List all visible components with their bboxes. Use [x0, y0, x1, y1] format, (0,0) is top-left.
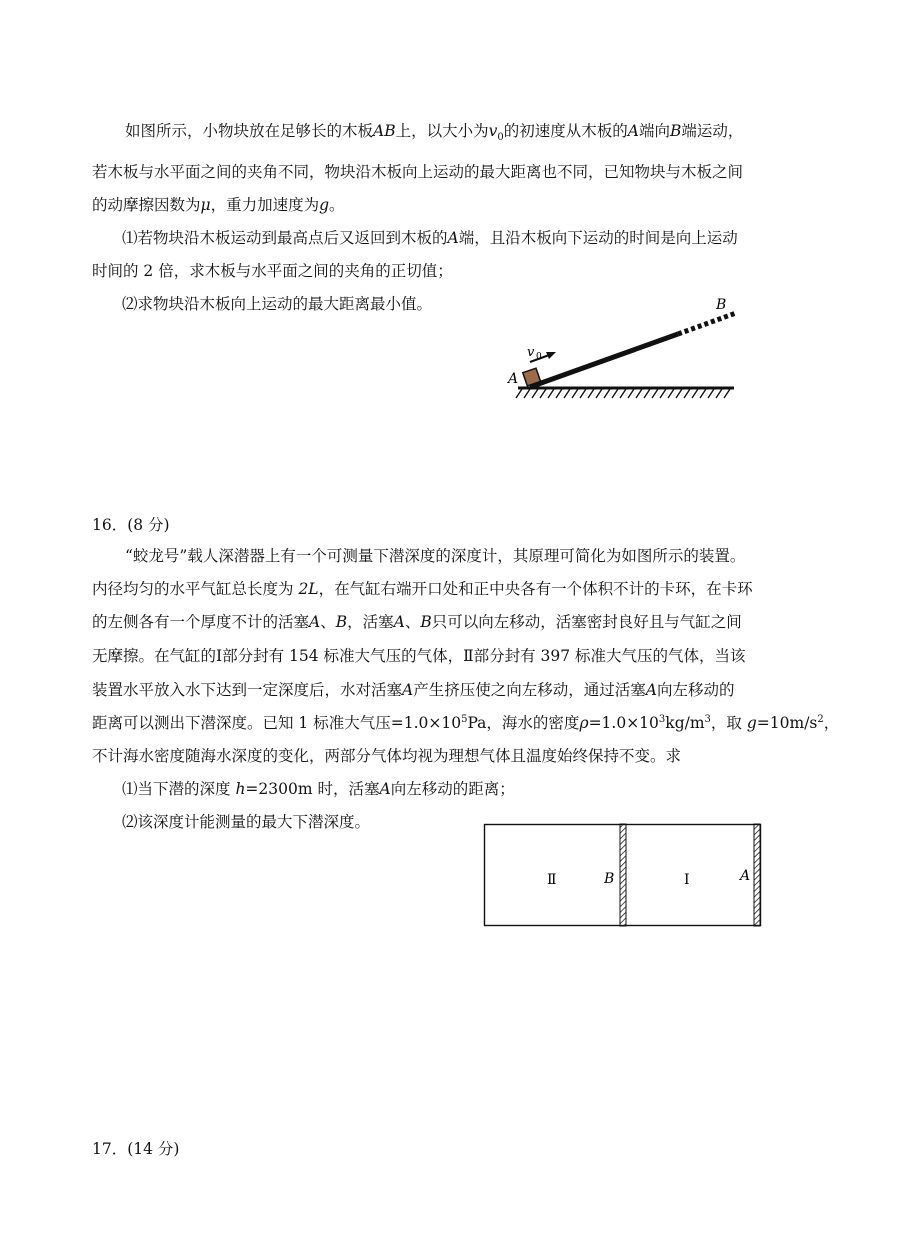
board-dashed	[678, 313, 736, 334]
label-v-sub: 0	[536, 352, 542, 362]
q16-line-4: 无摩擦。在气缸的Ⅰ部分封有 154 标准大气压的气体，Ⅱ部分封有 397 标准大气压的气体，当该	[92, 647, 746, 665]
q15-incline-figure	[500, 290, 750, 410]
q16-line-2: 内径均匀的水平气缸总长度为 2L，在气缸右端开口处和正中央各有一个体积不计的卡环，在卡环	[92, 580, 753, 598]
label-a: A	[740, 868, 751, 884]
ground-hatching	[516, 389, 730, 398]
q16-line-1: “蛟龙号”载人深潜器上有一个可测量下潜深度的深度计，其原理可简化为如图所示的装置。	[125, 547, 746, 565]
label-b: B	[716, 297, 727, 313]
q16-line-3: 的左侧各有一个厚度不计的活塞A、B，活塞A、B只可以向左移动，活塞密封良好且与气缸之间	[92, 613, 742, 631]
q16-line-6: 距离可以测出下潜深度。已知 1 标准大气压$=1.0\times 10^5Pa$，海水的密度$\rho=1.0\times 10^3kg/m^3$，取 $g=10m/s^2$，	[92, 714, 840, 732]
q15-part1-line-1: ⑴若物块沿木板运动到最高点后又返回到木板的A端，且沿木板向下运动的时间是向上运动	[122, 229, 738, 247]
q15-line-2: 若木板与水平面之间的夹角不同，物块沿木板向上运动的最大距离也不同，已知物块与木板之间	[92, 163, 744, 181]
q17-number: 17．(14 分)	[92, 1140, 180, 1158]
piston-a	[754, 824, 760, 926]
label-ii: Ⅱ	[547, 872, 557, 888]
q16-cylinder-figure	[480, 820, 770, 932]
label-v: v	[527, 345, 535, 360]
label-i: Ⅰ	[684, 872, 690, 888]
board-solid	[530, 334, 678, 387]
q15-part1-line-2: 时间的 2 倍，求木板与水平面之间的夹角的正切值；	[92, 262, 453, 280]
q16-number: 16．(8 分)	[92, 516, 170, 534]
q16-part1: ⑴当下潜的深度 h=2300m 时，活塞A向左移动的距离；	[122, 780, 515, 798]
q16-line-5: 装置水平放入水下达到一定深度后，水对活塞A产生挤压使之向左移动，通过活塞A向左移动的	[92, 681, 735, 699]
q15-part2: ⑵求物块沿木板向上运动的最大距离最小值。	[122, 295, 433, 313]
q16-line-7: 不计海水密度随海水深度的变化，两部分气体均视为理想气体且温度始终保持不变。求	[92, 747, 682, 765]
label-b: B	[604, 871, 615, 887]
label-a: A	[508, 371, 519, 387]
q15-line-1: 如图所示，小物块放在足够长的木板AB上，以大小为$v_0$的初速度从木板的A端向B端运动，	[125, 122, 744, 144]
piston-b	[620, 824, 626, 926]
q16-part2: ⑵该深度计能测量的最大下潜深度。	[122, 813, 371, 831]
q15-line-3: 的动摩擦因数为μ，重力加速度为g。	[92, 196, 345, 214]
